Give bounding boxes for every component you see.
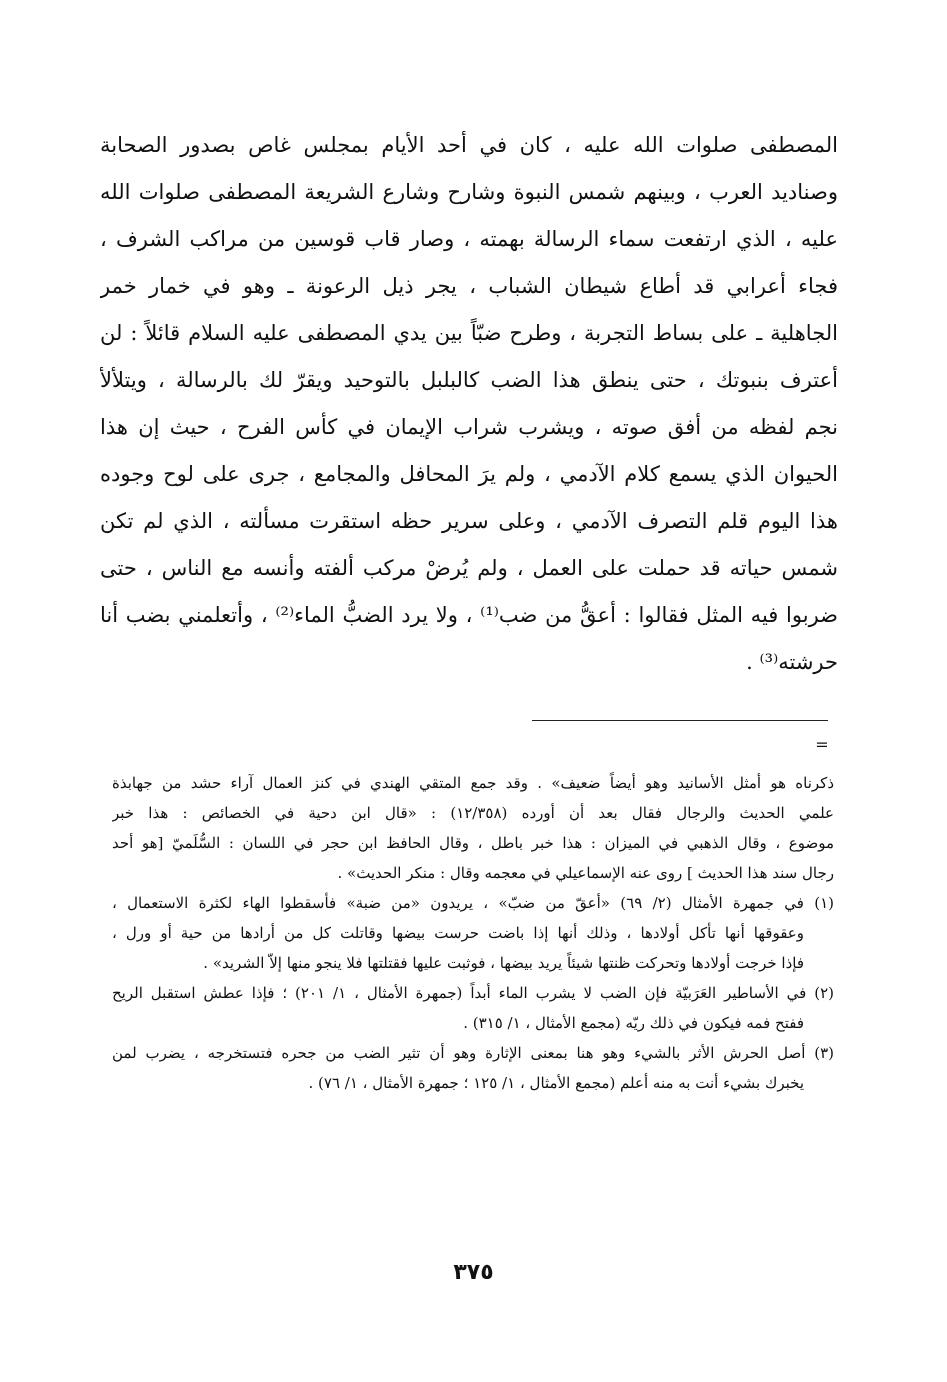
main-text-line: فجاء أعرابي قد أطاع شيطان الشباب ، يجر ذيل الرعونة ـ وهو في خمار خمر xyxy=(100,274,838,298)
footnote-2-line: ففتح فمه فيكون في ذلك ريّه (مجمع الأمثال ، ١/ ٣١٥) . xyxy=(463,1014,804,1032)
footnote-continuation-line: موضوع ، وقال الذهبي في الميزان : هذا خبر باطل ، وقال الحافظ ابن حجر في اللسان : السُّلَميّ [هو أحد xyxy=(112,834,834,852)
footnote-continuation-line: ذكرناه هو أمثل الأسانيد وهو أيضاً ضعيف» . وقد جمع المتقي الهندي في كنز العمال آراء حشد من جهابذة xyxy=(112,774,834,792)
main-text-line: هذا اليوم قلم التصرف الآدمي ، وعلى سرير حظه استقرت مسألته ، الذي لم تكن xyxy=(100,509,838,533)
footnote-continuation-line: رجال سند هذا الحديث ] روى عنه الإسماعيلي في معجمه وقال : منكر الحديث» . xyxy=(337,864,834,882)
main-text-line: المصطفى صلوات الله عليه ، كان في أحد الأيام بمجلس غاص بصدور الصحابة xyxy=(100,133,838,157)
main-text-line: وصناديد العرب ، وبينهم شمس النبوة وشارح وشارع الشريعة المصطفى صلوات الله xyxy=(100,180,838,204)
main-text-line: الجاهلية ـ على بساط التجربة ، وطرح ضبّاً بين يدي المصطفى عليه السلام قائلاً : لن xyxy=(100,321,838,345)
footnote-1-line: (١) في جمهرة الأمثال (٢/ ٦٩) «أعقّ من ضبّ» ، يريدون «من ضبة» فأسقطوا الهاء لكثرة الاستعمال ، xyxy=(112,894,834,912)
main-text-line: حرشته⁽³⁾ . xyxy=(746,650,838,674)
main-text-line: الحيوان الذي يسمع كلام الآدمي ، ولم يرَ المحافل والمجامع ، جرى على لوح وجوده xyxy=(100,462,838,486)
footnote-continuation-line: علمي الحديث والرجال فقال بعد أن أورده (١٢/٣٥٨) : «قال ابن دحية في الخصائص : هذا خبر xyxy=(112,804,834,822)
main-text-line: نجم لفظه من أفق صوته ، ويشرب شراب الإيمان في كأس الفرح ، حيث إن هذا xyxy=(100,415,838,439)
page-number: ٣٧٥ xyxy=(453,1260,494,1285)
footnote-2-line: (٢) في الأساطير العَرَبيّة فإن الضب لا يشرب الماء أبداً (جمهرة الأمثال ، ١/ ٢٠١) ؛ فإذا عطش استقبل الريح xyxy=(112,984,834,1002)
main-text-block xyxy=(100,122,838,686)
footnote-separator xyxy=(532,720,828,721)
footnote-continuation-mark: = xyxy=(815,735,829,754)
footnotes-block xyxy=(112,768,834,1098)
main-text-line: شمس حياته قد حملت على العمل ، ولم يُرضْ مركب ألفته وأنسه مع الناس ، حتى xyxy=(100,556,838,580)
footnote-3-line: يخبرك بشيء أنت به منه أعلم (مجمع الأمثال ، ١/ ١٢٥ ؛ جمهرة الأمثال ، ١/ ٧٦) . xyxy=(308,1074,804,1092)
footnote-1-line: وعقوقها أنها تأكل أولادها ، وذلك أنها إذا باضت حرست بيضها وقاتلت كل من أرادها من حية أو ورل ، xyxy=(112,924,804,942)
footnote-1-line: فإذا خرجت أولادها وتحركت ظنتها شيئاً يريد بيضها ، فوثبت عليها فقتلتها فلا ينجو منها إلاّ الشريد» . xyxy=(203,954,804,972)
main-text-line: ضربوا فيه المثل فقالوا : أعقُّ من ضب⁽¹⁾ ، ولا يرد الضبُّ الماء⁽²⁾ ، وأتعلمني بضب أنا xyxy=(100,603,838,627)
main-text-line: عليه ، الذي ارتفعت سماء الرسالة بهمته ، وصار قاب قوسين من مراكب الشرف ، xyxy=(100,227,838,251)
main-text-line: أعترف بنبوتك ، حتى ينطق هذا الضب كالبلبل بالتوحيد ويقرّ لك بالرسالة ، ويتلألأ xyxy=(100,368,838,392)
footnote-3-line: (٣) أصل الحرش الأثر بالشيء وهو هنا بمعنى الإثارة وهو أن تثير الضب من جحره فتستخرجه ، يضرب لمن xyxy=(112,1044,834,1062)
